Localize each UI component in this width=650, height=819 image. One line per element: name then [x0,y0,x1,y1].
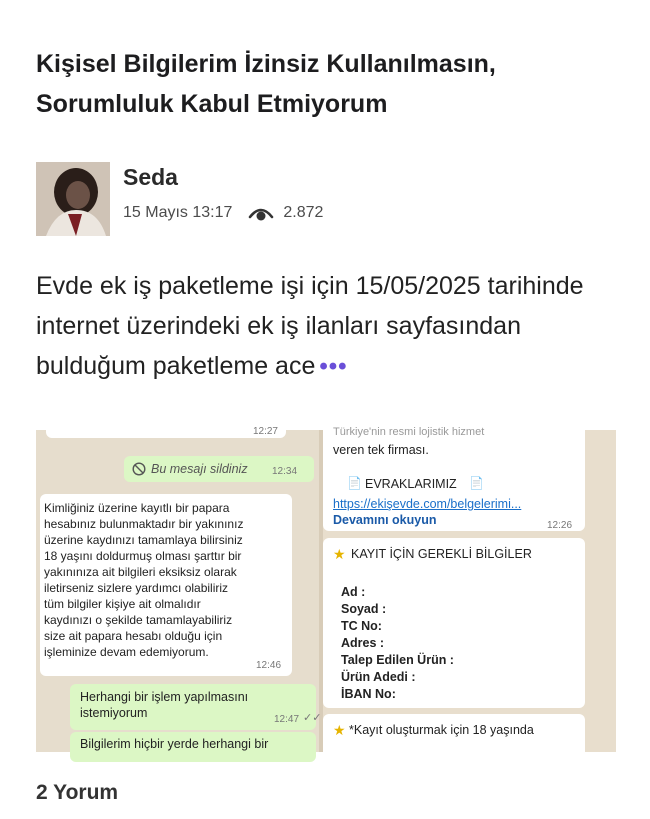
chat-screenshot-image[interactable] [36,426,616,752]
link-text[interactable]: https://ekişevde.com/belgelerimi... [333,497,522,511]
message-time: 12:26 [547,520,573,531]
document-icon-2: 📄 [469,476,484,490]
message-line: yakınınıza ait bilgileri eksiksiz olarak [44,565,237,579]
requirement-field: Ad : [341,585,366,599]
star-icon: ★ [333,546,346,562]
documents-label: EVRAKLARIMIZ [365,477,457,491]
message-line: üzerine kaydınızı tamamlaya bilirsiniz [44,533,243,547]
incoming-message-bubble [40,494,292,676]
message-line: kaydınızı o şekilde tamamlayabiliriz [44,613,233,627]
post-date: 15 Mayıs 13:17 [123,204,233,221]
read-check-icon: ✓✓ [303,712,322,724]
deleted-message-bubble [124,456,314,482]
message-text: veren tek firması. [333,443,429,457]
outgoing-message-text: Bilgilerim hiçbir yerde herhangi bir [80,737,269,751]
requirement-field: İBAN No: [341,687,396,701]
message-line: size ait papara hesabı olduğu için [44,629,223,643]
message-time: 12:46 [256,660,282,671]
message-line: iletirseniz sizlere yardımcı olabiliriz [44,581,229,595]
message-line: 18 yaşını doldurmuş olması şarttır bir [44,549,242,563]
chat-right-panel [323,426,616,752]
comment-count[interactable]: 2 Yorum [36,781,119,804]
document-icon: 📄 [347,476,362,490]
requirement-field: Ürün Adedi : [341,670,416,684]
message-line: Kimliğiniz üzerine kayıtlı bir papara [44,501,230,515]
eye-icon [248,204,274,222]
footer-message-bubble [323,714,585,758]
blocked-icon [132,462,146,476]
excerpt-text: Evde ek iş paketleme işi için 15/05/2025 tarihinde internet üzerindeki ek iş ilanları sayfasından bulduğum paketleme ace [36,272,584,380]
outgoing-message-bubble [70,684,322,730]
message-line: tüm bilgiler kişiye ait olmalıdır [44,597,201,611]
link-message-bubble [323,424,585,531]
avatar[interactable] [36,162,110,236]
read-more-dots[interactable]: ••• [319,353,348,380]
view-count: 2.872 [283,204,324,221]
partial-text-line: Türkiye'nin resmi lojistik hizmet [333,426,485,438]
post-meta [123,203,323,223]
star-icon-2: ★ [333,722,346,738]
chat-left-panel [36,426,322,752]
requirement-field: TC No: [341,619,382,633]
footer-message-text: *Kayıt oluşturmak için 18 yaşında [349,723,534,737]
author-name[interactable]: Seda [123,164,178,190]
requirement-field: Soyad : [341,602,387,616]
message-line: işleminize devam edemiyorum. [44,645,209,659]
message-line: hesabınız bulunmaktadır bir yakınınız [44,517,244,531]
incoming-message-text [44,500,288,660]
chat-bubble-top [46,420,286,438]
requirements-message-bubble [323,538,585,708]
outgoing-message-line2: istemiyorum [80,706,148,720]
requirement-field: Talep Edilen Ürün : [341,653,454,667]
read-more-link[interactable]: Devamını okuyun [333,513,437,527]
message-time: 12:34 [272,466,298,477]
requirements-title: KAYIT İÇİN GEREKLİ BİLGİLER [351,547,532,561]
message-time: 12:47 [274,714,300,725]
post-excerpt [36,266,616,387]
post-title: Kişisel Bilgilerim İzinsiz Kullanılmasın, Sorumluluk Kabul Etmiyorum [36,50,496,118]
message-time: 12:27 [252,426,278,437]
requirements-fields [341,584,454,703]
outgoing-message-line1: Herhangi bir işlem yapılmasını [80,690,249,704]
requirement-field: Adres : [341,636,385,650]
outgoing-message-bubble-2 [70,732,316,762]
deleted-message-text: Bu mesajı sildiniz [151,462,248,476]
